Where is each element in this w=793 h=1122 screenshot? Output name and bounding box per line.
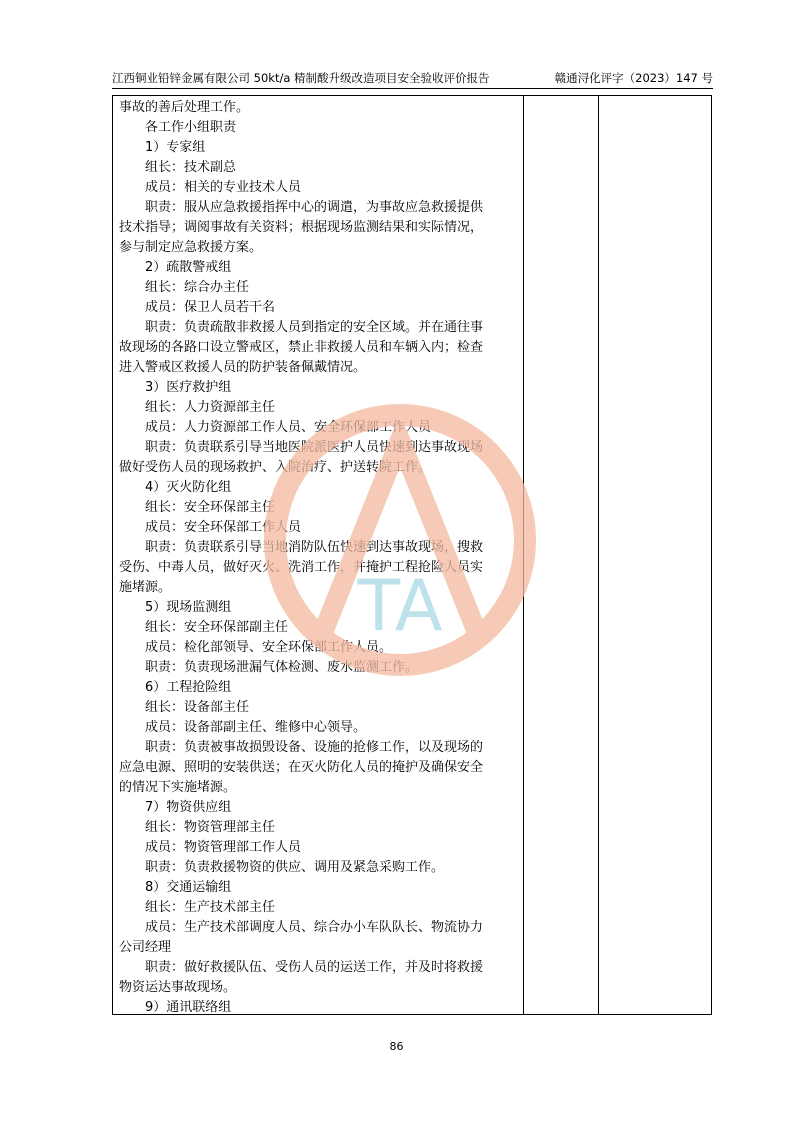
text-line: 事故的善后处理工作。 [119, 100, 250, 115]
column-divider [598, 96, 599, 1014]
text-line: 做好受伤人员的现场救护、入院治疗、护送转院工作。 [119, 460, 432, 475]
text-line: 组长：生产技术部主任 [145, 900, 276, 915]
text-line: 9）通讯联络组 [145, 1000, 232, 1015]
text-line: 进入警戒区救援人员的防护装备佩戴情况。 [119, 360, 367, 375]
seal-ta: TA [357, 565, 443, 647]
text-line: 成员：保卫人员若干名 [145, 300, 276, 315]
text-line: 成员：设备部副主任、维修中心领导。 [145, 720, 367, 735]
text-line: 故现场的各路口设立警戒区，禁止非救援人员和车辆入内；检查 [119, 340, 484, 355]
text-line: 2）疏散警戒组 [145, 260, 232, 275]
page-header [112, 70, 713, 89]
content-table [112, 95, 712, 1015]
text-line: 施堵源。 [119, 580, 172, 595]
text-line: 职责：负责被事故损毁设备、设施的抢修工作，以及现场的 [145, 740, 484, 755]
text-line: 成员：检化部领导、安全环保部工作人员。 [145, 640, 393, 655]
text-line: 3）医疗救护组 [145, 380, 232, 395]
text-line: 成员：人力资源部工作人员、安全环保部工作人员 [145, 420, 432, 435]
text-line: 职责：负责疏散非救援人员到指定的安全区域。并在通往事 [145, 320, 484, 335]
text-line: 组长：综合办主任 [145, 280, 250, 295]
text-line: 职责：做好救援队伍、受伤人员的运送工作，并及时将救援 [145, 960, 484, 975]
text-line: 组长：安全环保部副主任 [145, 620, 289, 635]
text-line: 的情况下实施堵源。 [119, 780, 237, 795]
text-line: 成员：相关的专业技术人员 [145, 180, 302, 195]
text-line: 物资运达事故现场。 [119, 980, 237, 995]
text-line: 6）工程抢险组 [145, 680, 232, 695]
text-line: 8）交通运输组 [145, 880, 232, 895]
text-line: 职责：负责联系引导当地医院派医护人员快速到达事故现场 [145, 440, 484, 455]
text-line: 技术指导；调阅事故有关资料；根据现场监测结果和实际情况， [119, 220, 484, 235]
text-line: 7）物资供应组 [145, 800, 232, 815]
text-line: 应急电源、照明的安装供送；在灭火防化人员的掩护及确保安全 [119, 760, 484, 775]
text-line: 职责：负责联系引导当地消防队伍快速到达事故现场，搜救 [145, 540, 484, 555]
text-line: 组长：人力资源部主任 [145, 400, 276, 415]
text-line: 公司经理 [119, 940, 172, 955]
text-line: 成员：生产技术部调度人员、综合办小车队队长、物流协力 [145, 920, 484, 935]
text-line: 组长：技术副总 [145, 160, 237, 175]
report-title: 江西铜业铅锌金属有限公司 50kt/a 精制酸升级改造项目安全验收评价报告 [112, 71, 490, 85]
text-line: 受伤、中毒人员，做好灭火、洗消工作，并掩护工程抢险人员实 [119, 560, 484, 575]
text-line: 成员：物资管理部工作人员 [145, 840, 302, 855]
report-number: 赣通浔化评字（2023）147 号 [554, 71, 713, 85]
text-line: 职责：服从应急救援指挥中心的调遣，为事故应急救援提供 [145, 200, 484, 215]
text-line: 组长：物资管理部主任 [145, 820, 276, 835]
text-line: 职责：负责救援物资的供应、调用及紧急采购工作。 [145, 860, 445, 875]
text-line: 1）专家组 [145, 140, 206, 155]
text-line: 5）现场监测组 [145, 600, 232, 615]
column-divider [523, 96, 524, 1014]
text-line: 职责：负责现场泄漏气体检测、废水监测工作。 [145, 660, 419, 675]
text-line: 参与制定应急救援方案。 [119, 240, 263, 255]
text-line: 组长：安全环保部主任 [145, 500, 276, 515]
text-line: 4）灭火防化组 [145, 480, 232, 495]
text-line: 组长：设备部主任 [145, 700, 250, 715]
responsibility-text [119, 98, 522, 1018]
page-number: 86 [389, 1040, 404, 1053]
text-line: 各工作小组职责 [145, 120, 237, 135]
text-line: 成员：安全环保部工作人员 [145, 520, 302, 535]
